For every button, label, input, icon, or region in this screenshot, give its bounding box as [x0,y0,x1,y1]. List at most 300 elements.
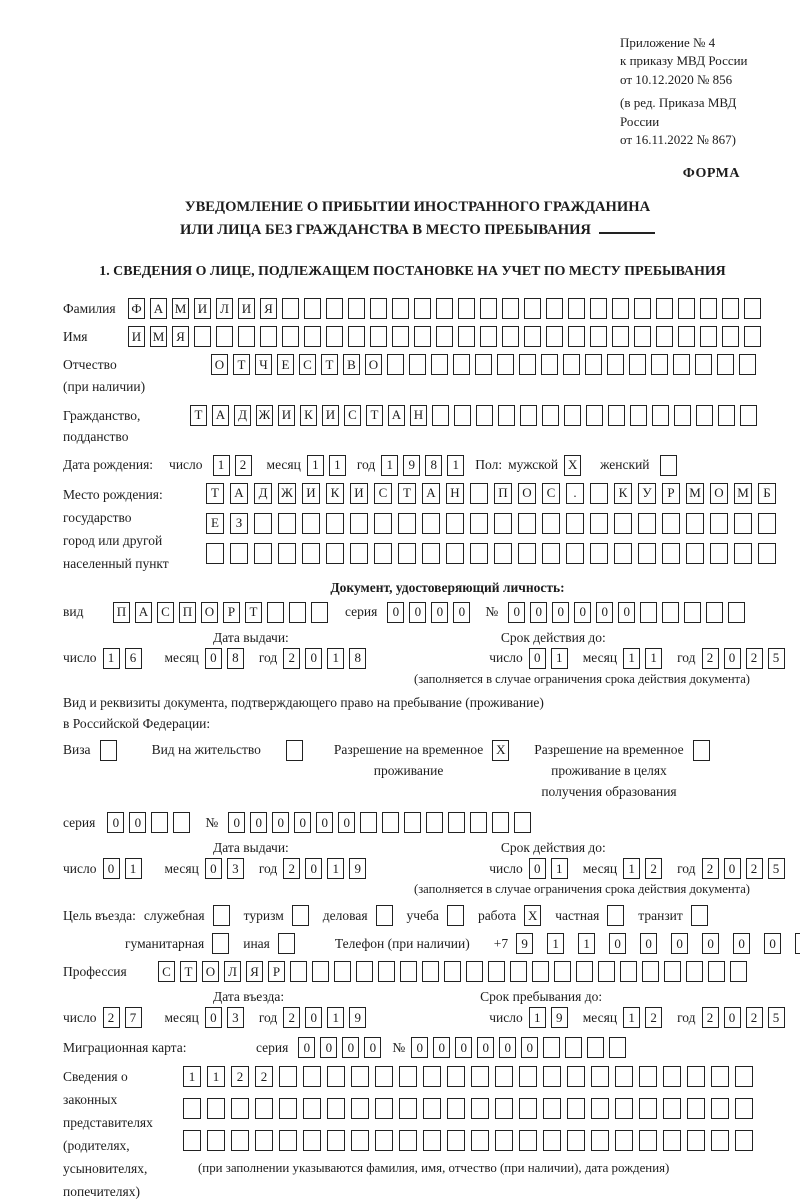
char-box[interactable] [565,1037,582,1058]
purpose-tourism-checkbox[interactable] [292,905,323,926]
char-box[interactable]: О [365,354,382,375]
char-box[interactable] [370,326,387,347]
char-box[interactable] [312,961,329,982]
char-box[interactable] [480,298,497,319]
char-box[interactable]: 3 [227,858,244,879]
char-box[interactable]: Л [216,298,233,319]
char-box[interactable]: 1 [623,648,640,669]
char-box[interactable] [590,543,608,564]
char-box[interactable] [255,1130,273,1151]
char-box[interactable]: Т [366,405,383,426]
char-box[interactable] [502,326,519,347]
char-box[interactable]: 9 [349,858,366,879]
representatives-row3-cells[interactable] [183,1130,759,1151]
char-box[interactable] [480,326,497,347]
birth-year-cells[interactable] [381,455,469,476]
char-box[interactable]: 0 [205,858,222,879]
purpose-transit-checkbox[interactable] [691,905,722,926]
char-box[interactable] [656,326,673,347]
char-box[interactable]: 0 [618,602,635,623]
char-box[interactable] [541,354,558,375]
char-box[interactable] [638,513,656,534]
char-box[interactable] [652,405,669,426]
char-box[interactable]: С [374,483,392,504]
identity-valid-day[interactable] [529,648,573,669]
char-box[interactable] [662,513,680,534]
char-box[interactable] [183,1130,201,1151]
char-box[interactable] [502,298,519,319]
char-box[interactable] [173,812,190,833]
char-box[interactable] [278,513,296,534]
entry-year[interactable] [283,1007,371,1028]
char-box[interactable]: 0 [129,812,146,833]
char-box[interactable] [414,326,431,347]
phone-cells[interactable] [516,933,800,954]
char-box[interactable] [612,298,629,319]
char-box[interactable] [554,961,571,982]
char-box[interactable]: 2 [746,648,763,669]
char-box[interactable]: 0 [574,602,591,623]
char-box[interactable] [660,455,677,476]
char-box[interactable]: О [710,483,728,504]
char-box[interactable] [691,905,708,926]
residence-issue-month[interactable] [205,858,249,879]
char-box[interactable] [400,961,417,982]
char-box[interactable] [414,298,431,319]
char-box[interactable] [524,326,541,347]
char-box[interactable] [447,905,464,926]
profession-cells[interactable] [158,961,752,982]
char-box[interactable]: Я [172,326,189,347]
char-box[interactable] [447,1098,465,1119]
char-box[interactable] [710,543,728,564]
char-box[interactable] [518,543,536,564]
char-box[interactable]: 2 [746,1007,763,1028]
char-box[interactable] [392,326,409,347]
char-box[interactable]: 1 [547,933,564,954]
birthplace-row3-cells[interactable] [206,543,782,564]
char-box[interactable] [448,812,465,833]
char-box[interactable]: 1 [578,933,595,954]
char-box[interactable] [334,961,351,982]
char-box[interactable] [567,1098,585,1119]
char-box[interactable]: 2 [231,1066,249,1087]
char-box[interactable] [730,961,747,982]
char-box[interactable] [566,543,584,564]
char-box[interactable] [466,961,483,982]
char-box[interactable]: 0 [530,602,547,623]
stay-day[interactable] [529,1007,573,1028]
char-box[interactable]: 0 [609,933,626,954]
char-box[interactable] [432,405,449,426]
char-box[interactable] [488,961,505,982]
char-box[interactable] [356,961,373,982]
char-box[interactable]: 0 [640,933,657,954]
char-box[interactable] [238,326,255,347]
char-box[interactable]: 1 [307,455,324,476]
char-box[interactable] [630,405,647,426]
representatives-row2-cells[interactable] [183,1098,759,1119]
char-box[interactable]: 9 [349,1007,366,1028]
char-box[interactable] [543,1098,561,1119]
char-box[interactable]: К [300,405,317,426]
char-box[interactable]: 2 [645,1007,662,1028]
char-box[interactable]: 0 [529,648,546,669]
char-box[interactable] [495,1098,513,1119]
char-box[interactable]: 0 [316,812,333,833]
char-box[interactable] [735,1098,753,1119]
char-box[interactable]: 0 [205,648,222,669]
char-box[interactable] [183,1098,201,1119]
sex-female-checkbox[interactable] [660,455,682,476]
char-box[interactable] [282,326,299,347]
char-box[interactable] [543,1066,561,1087]
char-box[interactable]: X [564,455,581,476]
char-box[interactable] [735,1066,753,1087]
char-box[interactable]: В [343,354,360,375]
char-box[interactable]: К [614,483,632,504]
patronymic-cells[interactable] [211,354,761,375]
char-box[interactable]: Р [662,483,680,504]
char-box[interactable] [700,326,717,347]
char-box[interactable] [700,298,717,319]
char-box[interactable] [722,326,739,347]
char-box[interactable]: 1 [207,1066,225,1087]
char-box[interactable] [207,1098,225,1119]
char-box[interactable] [375,1130,393,1151]
char-box[interactable]: Р [268,961,285,982]
char-box[interactable]: 2 [702,648,719,669]
char-box[interactable] [638,543,656,564]
char-box[interactable] [734,513,752,534]
residence-valid-month[interactable] [623,858,667,879]
identity-valid-year[interactable] [702,648,790,669]
char-box[interactable]: Ж [256,405,273,426]
char-box[interactable] [470,513,488,534]
char-box[interactable]: А [135,602,152,623]
char-box[interactable]: Т [321,354,338,375]
firstname-cells[interactable] [128,326,766,347]
char-box[interactable] [426,812,443,833]
char-box[interactable] [303,1066,321,1087]
char-box[interactable] [476,405,493,426]
char-box[interactable]: Д [234,405,251,426]
char-box[interactable] [651,354,668,375]
char-box[interactable] [567,1130,585,1151]
char-box[interactable]: 1 [551,858,568,879]
char-box[interactable]: 2 [702,858,719,879]
char-box[interactable] [519,1066,537,1087]
char-box[interactable]: А [212,405,229,426]
char-box[interactable]: 1 [529,1007,546,1028]
char-box[interactable]: 0 [764,933,781,954]
char-box[interactable]: 5 [768,1007,785,1028]
char-box[interactable]: 1 [327,648,344,669]
char-box[interactable] [639,1098,657,1119]
char-box[interactable]: О [518,483,536,504]
char-box[interactable] [494,543,512,564]
char-box[interactable]: Д [254,483,272,504]
purpose-private-checkbox[interactable] [607,905,638,926]
char-box[interactable]: И [302,483,320,504]
char-box[interactable]: 0 [477,1037,494,1058]
char-box[interactable] [663,1098,681,1119]
char-box[interactable]: И [322,405,339,426]
char-box[interactable]: 2 [702,1007,719,1028]
temp-residence-edu-checkbox[interactable] [684,740,715,761]
char-box[interactable] [524,298,541,319]
char-box[interactable] [568,326,585,347]
char-box[interactable] [326,298,343,319]
surname-cells[interactable] [128,298,766,319]
char-box[interactable] [591,1130,609,1151]
char-box[interactable]: Р [223,602,240,623]
char-box[interactable] [607,905,624,926]
char-box[interactable] [634,326,651,347]
char-box[interactable] [758,543,776,564]
char-box[interactable]: С [299,354,316,375]
migration-seria-cells[interactable] [298,1037,386,1058]
char-box[interactable] [348,298,365,319]
char-box[interactable]: 9 [403,455,420,476]
char-box[interactable]: А [230,483,248,504]
char-box[interactable] [360,812,377,833]
char-box[interactable] [542,513,560,534]
char-box[interactable] [718,405,735,426]
char-box[interactable] [686,543,704,564]
char-box[interactable]: 1 [329,455,346,476]
char-box[interactable] [207,1130,225,1151]
char-box[interactable]: М [150,326,167,347]
char-box[interactable]: 0 [364,1037,381,1058]
char-box[interactable]: Е [206,513,224,534]
char-box[interactable] [348,326,365,347]
char-box[interactable] [717,354,734,375]
char-box[interactable]: У [638,483,656,504]
char-box[interactable] [311,602,328,623]
char-box[interactable] [542,543,560,564]
char-box[interactable] [708,961,725,982]
char-box[interactable] [304,298,321,319]
char-box[interactable] [543,1037,560,1058]
char-box[interactable] [634,298,651,319]
identity-issue-month[interactable] [205,648,249,669]
char-box[interactable]: О [211,354,228,375]
char-box[interactable] [519,1130,537,1151]
char-box[interactable] [255,1098,273,1119]
char-box[interactable] [231,1098,249,1119]
char-box[interactable] [566,513,584,534]
char-box[interactable] [302,513,320,534]
char-box[interactable] [260,326,277,347]
char-box[interactable] [471,1098,489,1119]
residence-valid-year[interactable] [702,858,790,879]
char-box[interactable]: Ж [278,483,296,504]
char-box[interactable] [422,961,439,982]
char-box[interactable] [722,298,739,319]
char-box[interactable] [590,513,608,534]
char-box[interactable] [470,543,488,564]
char-box[interactable] [392,298,409,319]
char-box[interactable]: 8 [425,455,442,476]
char-box[interactable] [739,354,756,375]
char-box[interactable] [382,812,399,833]
temp-residence-checkbox[interactable] [483,740,514,761]
char-box[interactable] [194,326,211,347]
char-box[interactable]: 0 [107,812,124,833]
char-box[interactable] [563,354,580,375]
residence-issue-year[interactable] [283,858,371,879]
char-box[interactable]: 0 [305,648,322,669]
residence-valid-day[interactable] [529,858,573,879]
char-box[interactable] [710,513,728,534]
char-box[interactable] [608,405,625,426]
char-box[interactable] [620,961,637,982]
char-box[interactable] [615,1066,633,1087]
char-box[interactable] [422,543,440,564]
sex-male-checkbox[interactable] [564,455,586,476]
char-box[interactable] [687,1130,705,1151]
char-box[interactable] [607,354,624,375]
char-box[interactable] [431,354,448,375]
char-box[interactable] [471,1066,489,1087]
char-box[interactable]: 0 [305,1007,322,1028]
char-box[interactable] [612,326,629,347]
char-box[interactable]: 0 [228,812,245,833]
char-box[interactable] [518,513,536,534]
char-box[interactable] [370,298,387,319]
char-box[interactable]: 0 [671,933,688,954]
char-box[interactable] [375,1066,393,1087]
char-box[interactable] [673,354,690,375]
char-box[interactable] [542,405,559,426]
char-box[interactable] [423,1130,441,1151]
visa-checkbox[interactable] [91,740,122,761]
char-box[interactable] [475,354,492,375]
char-box[interactable] [303,1098,321,1119]
char-box[interactable]: Ф [128,298,145,319]
char-box[interactable]: С [542,483,560,504]
char-box[interactable] [327,1098,345,1119]
char-box[interactable]: 0 [409,602,426,623]
residence-seria-cells[interactable] [107,812,195,833]
char-box[interactable] [436,298,453,319]
char-box[interactable] [422,513,440,534]
char-box[interactable]: 0 [298,1037,315,1058]
char-box[interactable]: 1 [623,1007,640,1028]
char-box[interactable] [629,354,646,375]
char-box[interactable] [711,1098,729,1119]
char-box[interactable] [687,1098,705,1119]
char-box[interactable]: М [734,483,752,504]
char-box[interactable]: 0 [387,602,404,623]
char-box[interactable] [696,405,713,426]
char-box[interactable]: 0 [733,933,750,954]
char-box[interactable] [404,812,421,833]
char-box[interactable]: П [179,602,196,623]
char-box[interactable] [693,740,710,761]
char-box[interactable] [387,354,404,375]
char-box[interactable]: 2 [283,1007,300,1028]
char-box[interactable] [279,1098,297,1119]
char-box[interactable]: К [326,483,344,504]
char-box[interactable] [674,405,691,426]
char-box[interactable] [350,543,368,564]
char-box[interactable]: 0 [305,858,322,879]
char-box[interactable] [686,513,704,534]
char-box[interactable]: А [150,298,167,319]
char-box[interactable] [740,405,757,426]
char-box[interactable] [398,543,416,564]
char-box[interactable] [587,1037,604,1058]
char-box[interactable]: И [194,298,211,319]
char-box[interactable]: 1 [213,455,230,476]
char-box[interactable]: М [172,298,189,319]
char-box[interactable]: 0 [205,1007,222,1028]
char-box[interactable] [292,905,309,926]
char-box[interactable] [454,405,471,426]
char-box[interactable]: 0 [508,602,525,623]
char-box[interactable]: 0 [250,812,267,833]
char-box[interactable] [303,1130,321,1151]
char-box[interactable]: 1 [103,648,120,669]
char-box[interactable] [327,1130,345,1151]
char-box[interactable] [590,326,607,347]
char-box[interactable]: 0 [294,812,311,833]
char-box[interactable] [591,1066,609,1087]
char-box[interactable]: 0 [596,602,613,623]
char-box[interactable] [519,354,536,375]
char-box[interactable]: 0 [103,858,120,879]
char-box[interactable] [615,1130,633,1151]
char-box[interactable] [609,1037,626,1058]
char-box[interactable]: А [422,483,440,504]
char-box[interactable] [663,1066,681,1087]
char-box[interactable] [520,405,537,426]
char-box[interactable]: Т [245,602,262,623]
char-box[interactable] [664,961,681,982]
char-box[interactable] [444,961,461,982]
char-box[interactable]: 0 [433,1037,450,1058]
char-box[interactable] [546,326,563,347]
char-box[interactable] [304,326,321,347]
char-box[interactable]: И [278,405,295,426]
char-box[interactable] [642,961,659,982]
identity-issue-day[interactable] [103,648,147,669]
char-box[interactable] [585,354,602,375]
char-box[interactable]: 0 [411,1037,428,1058]
char-box[interactable] [326,513,344,534]
char-box[interactable] [564,405,581,426]
char-box[interactable]: И [238,298,255,319]
char-box[interactable]: 1 [327,858,344,879]
char-box[interactable] [286,740,303,761]
char-box[interactable]: 1 [125,858,142,879]
char-box[interactable] [519,1098,537,1119]
char-box[interactable] [351,1066,369,1087]
char-box[interactable] [326,543,344,564]
birthplace-row2-cells[interactable] [206,513,782,534]
char-box[interactable] [495,1066,513,1087]
char-box[interactable]: 0 [724,1007,741,1028]
char-box[interactable]: 5 [768,858,785,879]
char-box[interactable]: Я [246,961,263,982]
char-box[interactable]: Т [180,961,197,982]
char-box[interactable]: 0 [552,602,569,623]
char-box[interactable] [267,602,284,623]
entry-day[interactable] [103,1007,147,1028]
char-box[interactable] [546,298,563,319]
